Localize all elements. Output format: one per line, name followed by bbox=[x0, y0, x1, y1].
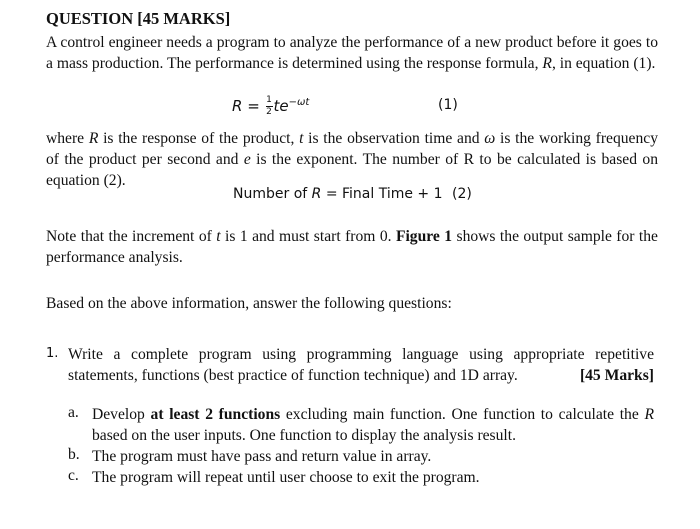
subitem-c-text: The program will repeat until user choose to exit the program. bbox=[92, 469, 480, 486]
subitem-b-letter: b. bbox=[68, 446, 80, 463]
question-number: 1. bbox=[46, 346, 59, 361]
marks-badge: [45 Marks] bbox=[579, 367, 654, 384]
equation-1-number: (1) bbox=[438, 97, 458, 113]
instruction-text: Based on the above information, answer the following questions: bbox=[46, 295, 452, 312]
subitem-c-letter: c. bbox=[68, 467, 79, 484]
question-title: QUESTION [45 MARKS] bbox=[46, 9, 231, 28]
definitions-paragraph: where R is the response of the product, t is the observation time and ω is the working frequency of the product per second and e is the exponent. The number of R to be calculated is based on equation (2). bbox=[46, 130, 658, 189]
intro-paragraph: A control engineer needs a program to analyze the performance of a new product before it goes to a mass production. The performance is determined using the response formula, R, in equation (1). bbox=[46, 34, 658, 72]
note-paragraph: Note that the increment of t is 1 and must start from 0. Figure 1 shows the output sample for the performance analysis. bbox=[46, 228, 658, 266]
subitem-b-text: The program must have pass and return value in array. bbox=[92, 448, 432, 465]
subitem-a-letter: a. bbox=[68, 404, 79, 421]
question-1-text: Write a complete program using programming language using appropriate repetitive statements, functions (best practice of function technique) and 1D array. [45 Marks] bbox=[68, 346, 654, 384]
fraction-one-half: $\frac{1}{2}$ bbox=[266, 95, 272, 117]
equation-2: Number of R = Final Time + 1 bbox=[233, 186, 443, 202]
equation-1: R = $\frac{1}{2}$ $te^{-\omega t}$ bbox=[232, 95, 310, 117]
equation-2-number: (2) bbox=[452, 186, 472, 202]
subitem-a-text: Develop at least 2 functions excluding main function. One function to calculate the R based on the user inputs. One function to display the analysis result. bbox=[92, 406, 654, 444]
